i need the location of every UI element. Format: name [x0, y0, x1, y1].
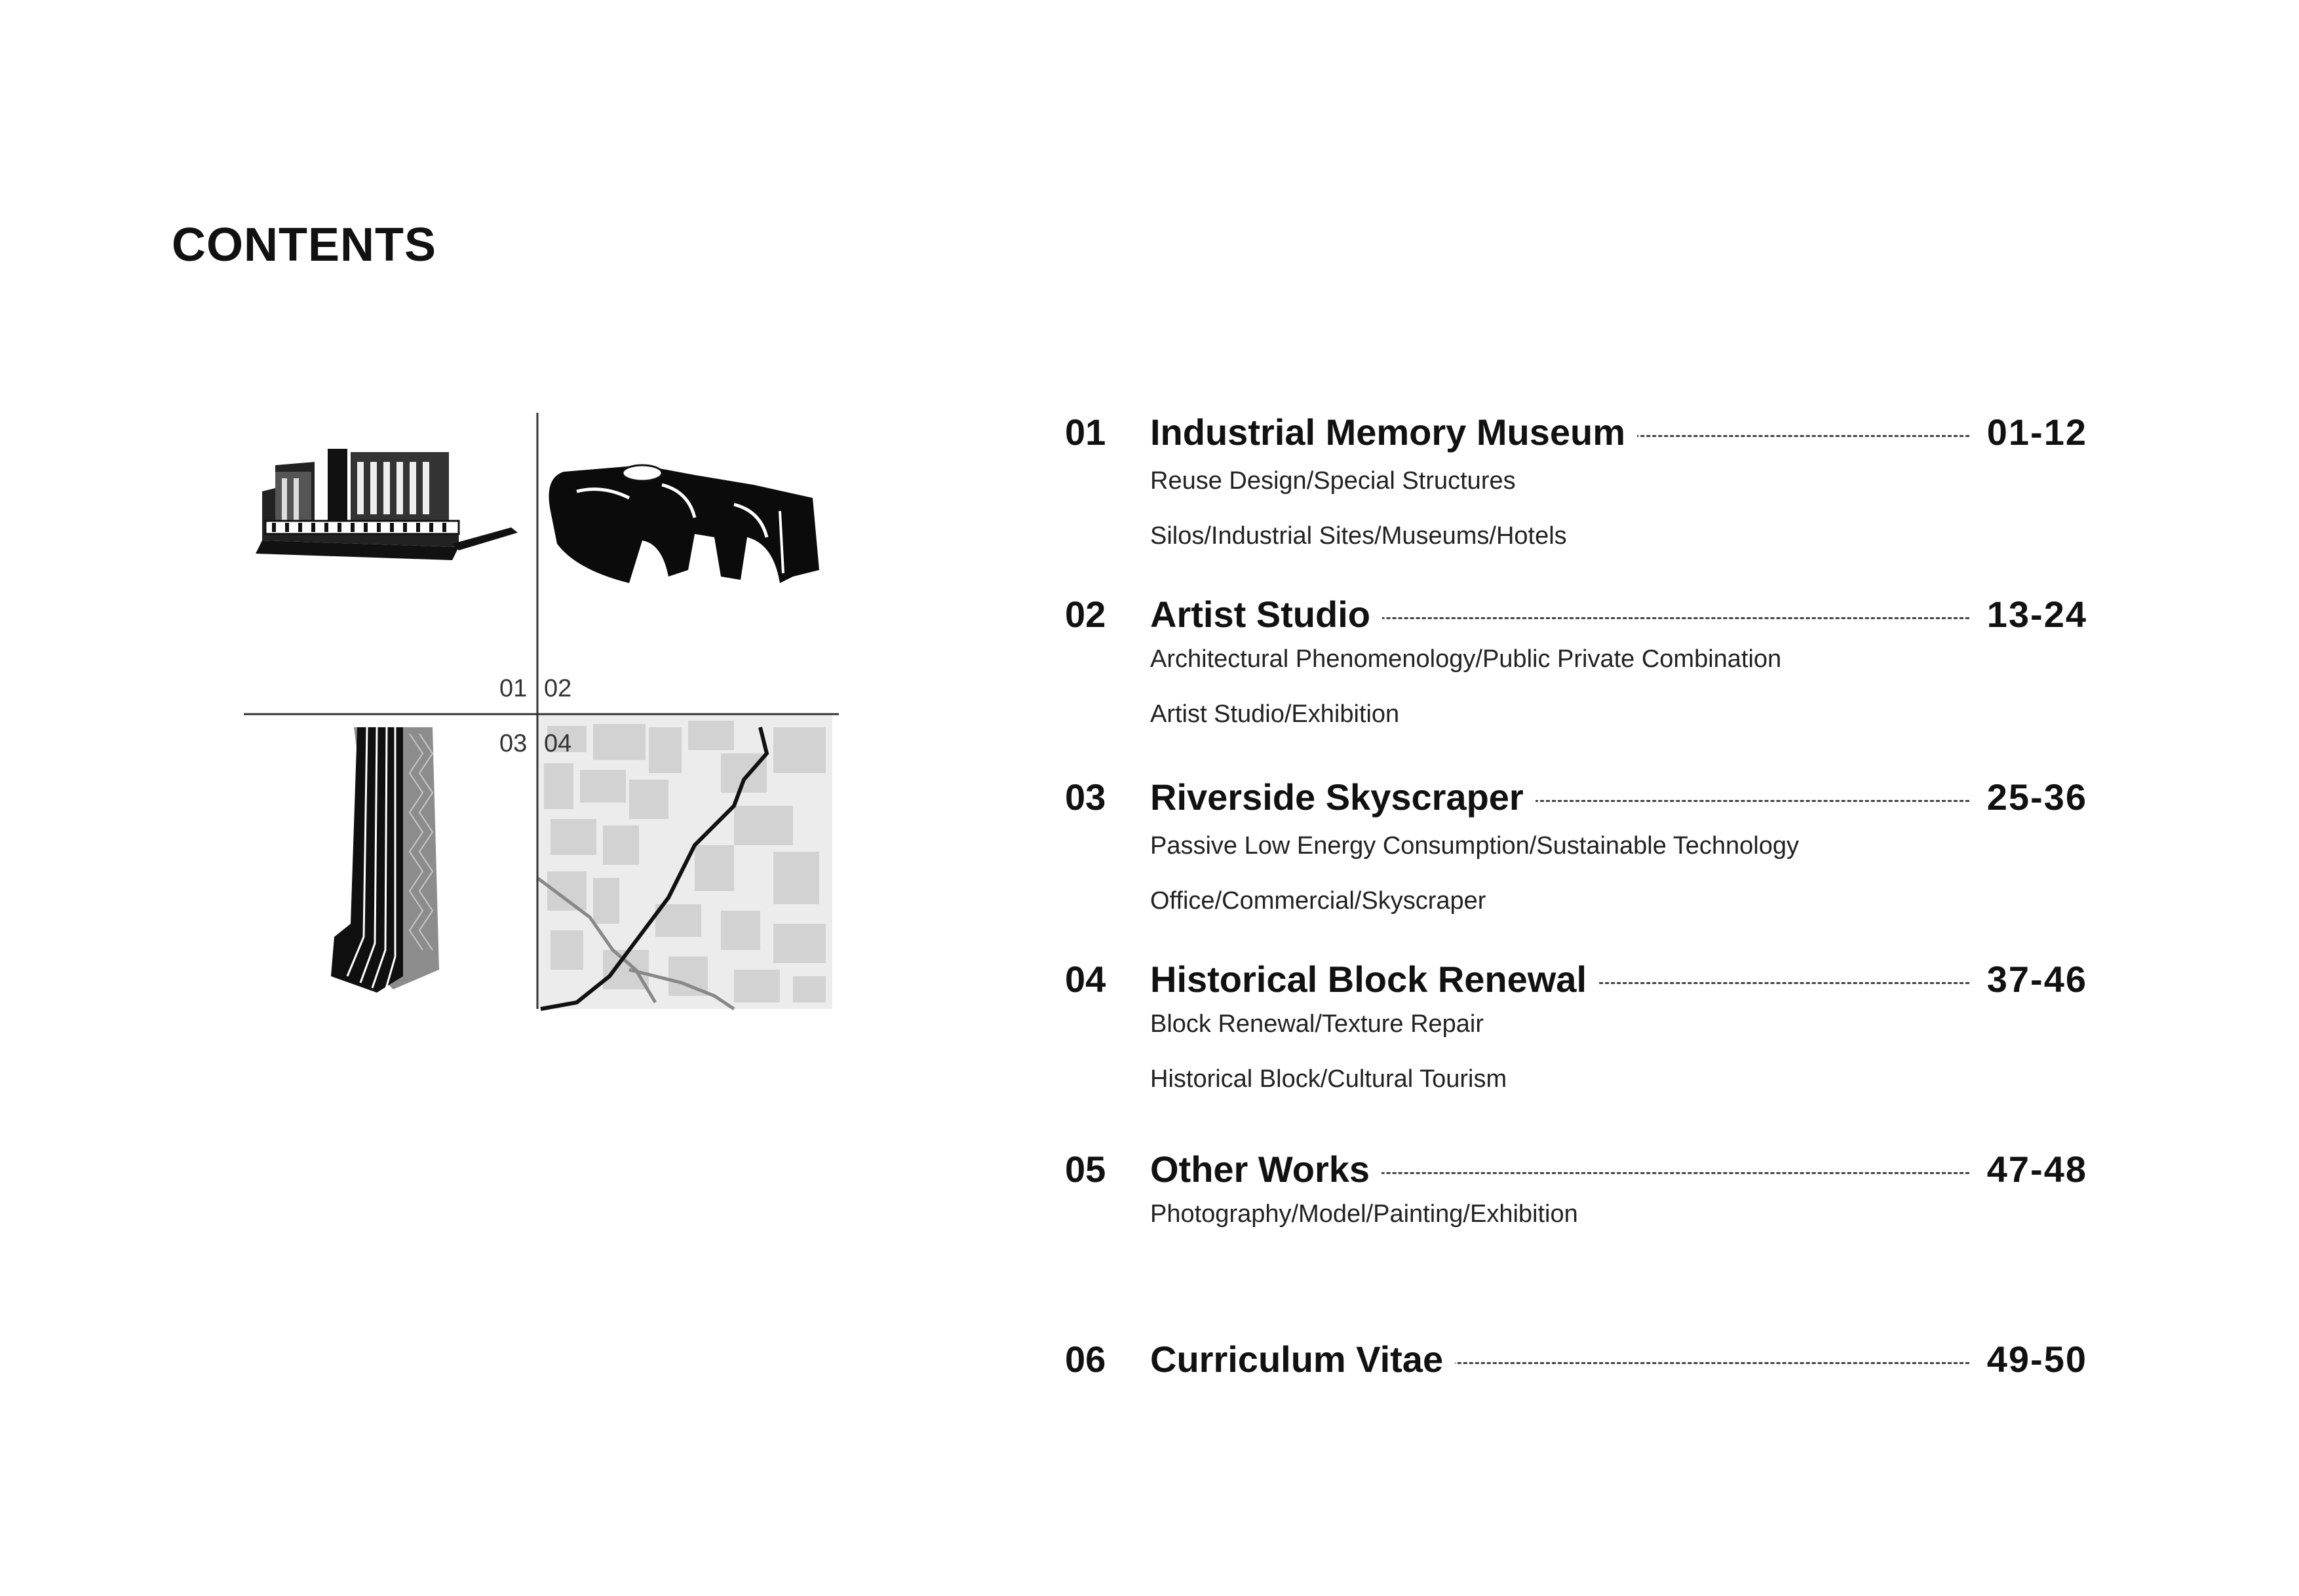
entry-keywords: Photography/Model/Painting/Exhibition — [1150, 1200, 1578, 1228]
entry-pages: 49-50 — [1978, 1333, 2087, 1386]
entry-title: Curriculum Vitae — [1150, 1333, 1455, 1386]
thumbnail-label-01: 01 — [499, 675, 528, 702]
industrial-building-icon — [256, 449, 518, 560]
entry-categories: Office/Commercial/Skyscraper — [1150, 887, 1486, 915]
entry-keywords: Block Renewal/Texture Repair — [1150, 1010, 1484, 1038]
toc-entry-01[interactable] — [1065, 406, 2087, 552]
entry-number: 04 — [1065, 959, 1106, 1000]
curved-museum-icon — [549, 465, 820, 583]
toc-entry-05[interactable] — [1065, 1143, 2087, 1230]
entry-title: Other Works — [1150, 1143, 1381, 1196]
entry-number: 06 — [1065, 1339, 1106, 1380]
entry-pages: 47-48 — [1978, 1143, 2087, 1196]
entry-keywords: Reuse Design/Special Structures — [1150, 467, 1516, 495]
entry-pages: 13-24 — [1978, 588, 2087, 641]
toc-entry-04[interactable] — [1065, 953, 2087, 1095]
entry-number: 03 — [1065, 776, 1106, 818]
toc-entry-02[interactable] — [1065, 588, 2087, 730]
project-thumbnail-grid — [236, 413, 839, 1016]
entry-keywords: Passive Low Energy Consumption/Sustainable Technology — [1150, 832, 1800, 860]
entry-title: Historical Block Renewal — [1150, 953, 1598, 1006]
entry-categories: Historical Block/Cultural Tourism — [1150, 1065, 1507, 1093]
entry-title: Riverside Skyscraper — [1150, 771, 1536, 824]
entry-categories: Silos/Industrial Sites/Museums/Hotels — [1150, 522, 1567, 550]
entry-title: Industrial Memory Museum — [1150, 406, 1637, 459]
page-title: CONTENTS — [172, 219, 436, 271]
thumbnail-label-02: 02 — [544, 675, 572, 702]
entry-pages: 01-12 — [1978, 406, 2087, 459]
entry-number: 01 — [1065, 411, 1106, 453]
thumbnail-label-03: 03 — [499, 730, 528, 757]
entry-number: 05 — [1065, 1149, 1106, 1190]
entry-keywords: Architectural Phenomenology/Public Private Combination — [1150, 645, 1782, 673]
toc-entry-06[interactable] — [1065, 1333, 2087, 1386]
toc-entry-03[interactable] — [1065, 771, 2087, 917]
entry-pages: 25-36 — [1978, 771, 2087, 824]
skyscraper-icon — [331, 727, 439, 993]
entry-categories: Artist Studio/Exhibition — [1150, 700, 1400, 728]
block-map-icon — [537, 714, 832, 1009]
entry-pages: 37-46 — [1978, 953, 2087, 1006]
thumbnail-label-04: 04 — [544, 730, 572, 757]
entry-title: Artist Studio — [1150, 588, 1382, 641]
entry-number: 02 — [1065, 594, 1106, 635]
